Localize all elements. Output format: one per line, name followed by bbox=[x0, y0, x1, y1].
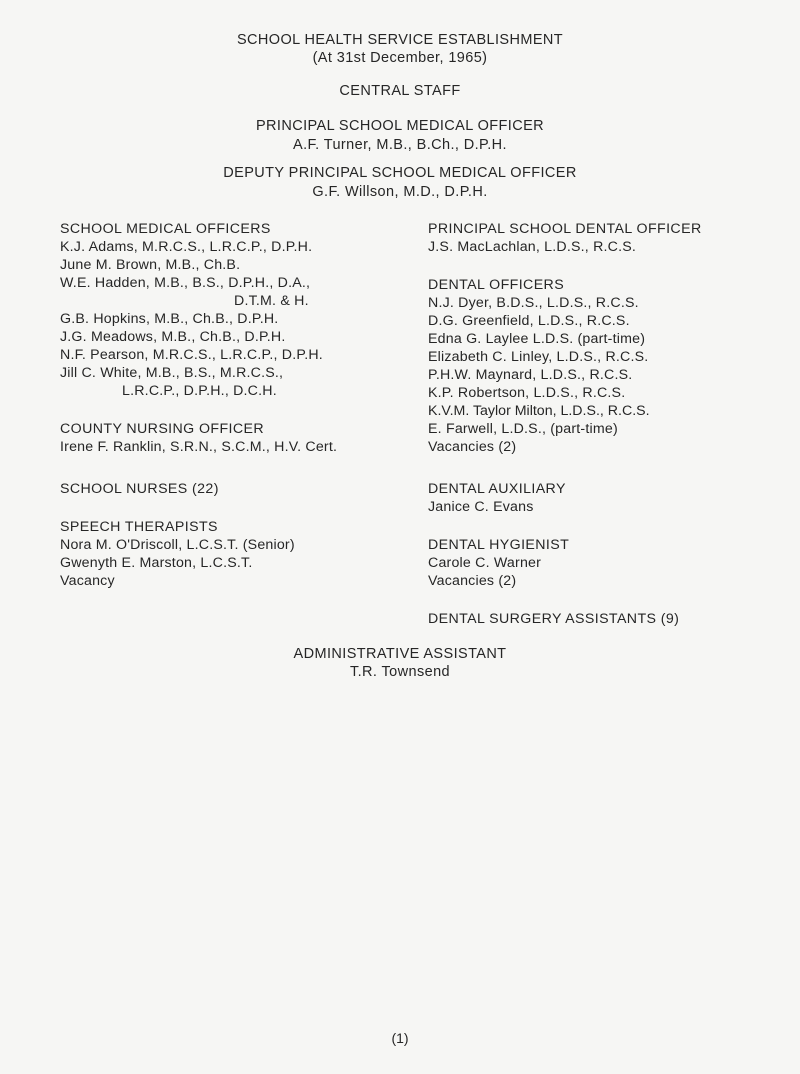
principal-title: PRINCIPAL SCHOOL MEDICAL OFFICER bbox=[255, 118, 545, 134]
principal-dental-heading: PRINCIPAL SCHOOL DENTAL OFFICER bbox=[428, 221, 702, 237]
speech-therapists-heading: SPEECH THERAPISTS bbox=[60, 519, 218, 535]
school-nurses-heading: SCHOOL NURSES (22) bbox=[60, 481, 219, 497]
dental-officer-line: Edna G. Laylee L.D.S. (part-time) bbox=[428, 331, 646, 347]
principal-dental-name: J.S. MacLachlan, L.D.S., R.C.S. bbox=[428, 239, 637, 255]
dental-officer-line: K.V.M. Taylor Milton, L.D.S., R.C.S. bbox=[428, 403, 650, 419]
nursing-officer-name: Irene F. Ranklin, S.R.N., S.C.M., H.V. Cert. bbox=[60, 439, 338, 455]
dental-officer-line: N.J. Dyer, B.D.S., L.D.S., R.C.S. bbox=[428, 295, 639, 311]
left-column bbox=[60, 220, 420, 590]
document-title: SCHOOL HEALTH SERVICE ESTABLISHMENT bbox=[236, 32, 564, 48]
medical-officer-line: June M. Brown, M.B., Ch.B. bbox=[60, 257, 241, 273]
speech-therapist-line: Vacancy bbox=[60, 573, 115, 589]
dental-officer-line: E. Farwell, L.D.S., (part-time) bbox=[428, 421, 618, 437]
deputy-name: G.F. Willson, M.D., D.P.H. bbox=[312, 184, 488, 200]
medical-officer-line: G.B. Hopkins, M.B., Ch.B., D.P.H. bbox=[60, 311, 279, 327]
dental-auxiliary-heading: DENTAL AUXILIARY bbox=[428, 481, 566, 497]
dental-surgery-assistants-heading: DENTAL SURGERY ASSISTANTS (9) bbox=[428, 611, 680, 627]
speech-therapist-line: Nora M. O'Driscoll, L.C.S.T. (Senior) bbox=[60, 537, 295, 553]
page-number: (1) bbox=[391, 1030, 409, 1046]
dental-hygienist-line: Carole C. Warner bbox=[428, 555, 542, 571]
medical-officer-line: J.G. Meadows, M.B., Ch.B., D.P.H. bbox=[60, 329, 286, 345]
medical-officer-line: D.T.M. & H. bbox=[234, 293, 309, 309]
admin-assistant-name: T.R. Townsend bbox=[349, 664, 451, 680]
medical-officer-line: N.F. Pearson, M.R.C.S., L.R.C.P., D.P.H. bbox=[60, 347, 323, 363]
medical-officer-line: K.J. Adams, M.R.C.S., L.R.C.P., D.P.H. bbox=[60, 239, 313, 255]
dental-officer-line: K.P. Robertson, L.D.S., R.C.S. bbox=[428, 385, 626, 401]
document-date: (At 31st December, 1965) bbox=[312, 50, 488, 66]
speech-therapist-line: Gwenyth E. Marston, L.C.S.T. bbox=[60, 555, 253, 571]
medical-officers-heading: SCHOOL MEDICAL OFFICERS bbox=[60, 221, 271, 237]
principal-name: A.F. Turner, M.B., B.Ch., D.P.H. bbox=[293, 137, 507, 153]
dental-hygienist-line: Vacancies (2) bbox=[428, 573, 517, 589]
medical-officer-line: L.R.C.P., D.P.H., D.C.H. bbox=[122, 383, 277, 399]
dental-auxiliary-name: Janice C. Evans bbox=[428, 499, 534, 515]
dental-officer-line: P.H.W. Maynard, L.D.S., R.C.S. bbox=[428, 367, 633, 383]
dental-officer-line: D.G. Greenfield, L.D.S., R.C.S. bbox=[428, 313, 630, 329]
admin-assistant-heading: ADMINISTRATIVE ASSISTANT bbox=[293, 646, 507, 662]
dental-officers-heading: DENTAL OFFICERS bbox=[428, 277, 565, 293]
section-heading: CENTRAL STAFF bbox=[339, 83, 461, 99]
dental-officer-line: Vacancies (2) bbox=[428, 439, 517, 455]
dental-hygienist-heading: DENTAL HYGIENIST bbox=[428, 537, 570, 553]
medical-officer-line: W.E. Hadden, M.B., B.S., D.P.H., D.A., bbox=[60, 275, 311, 291]
nursing-officer-heading: COUNTY NURSING OFFICER bbox=[60, 421, 265, 437]
medical-officer-line: Jill C. White, M.B., B.S., M.R.C.S., bbox=[60, 365, 284, 381]
right-column bbox=[428, 220, 794, 628]
deputy-title: DEPUTY PRINCIPAL SCHOOL MEDICAL OFFICER bbox=[223, 165, 577, 181]
dental-officer-line: Elizabeth C. Linley, L.D.S., R.C.S. bbox=[428, 349, 649, 365]
